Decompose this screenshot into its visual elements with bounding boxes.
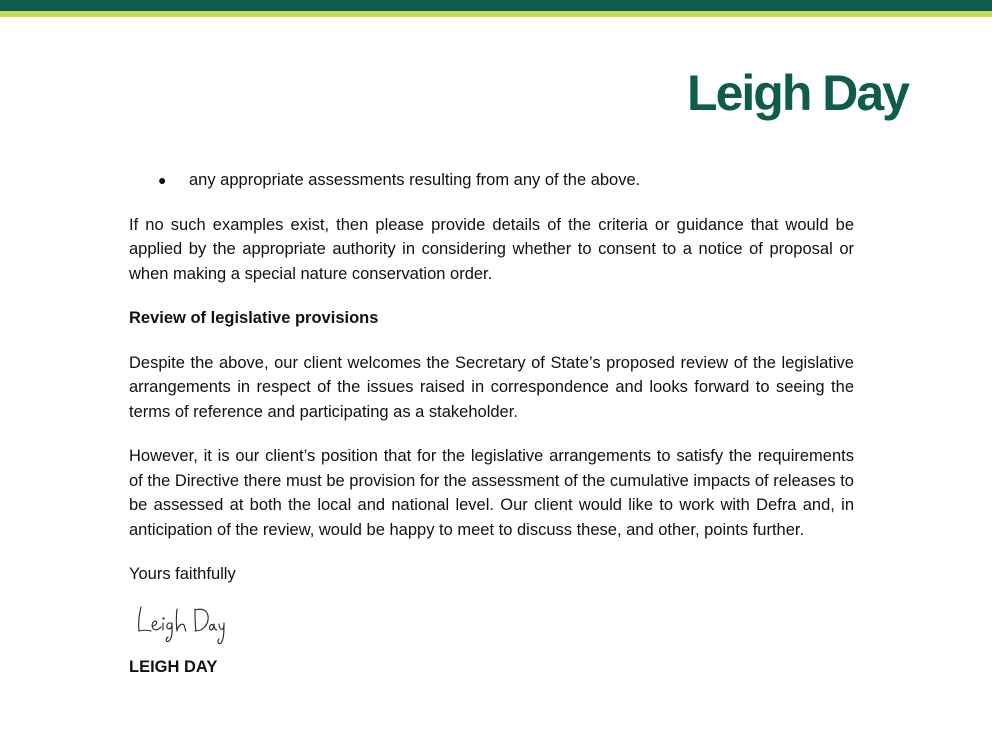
header-accent-stripe — [0, 11, 992, 17]
bullet-item-text: any appropriate assessments resulting from any of the above. — [189, 171, 641, 189]
paragraph-review: Despite the above, our client welcomes the Secretary of State’s proposed review of the legislative arrangements in respect of the issues raised in correspondence and looks forward to seeing the terms of reference and participating as a stakeholder. — [129, 353, 854, 421]
bullet-dot-icon: ● — [158, 172, 167, 188]
brand-logo: Leigh Day — [687, 65, 908, 121]
handwritten-signature — [133, 601, 233, 647]
closing-salutation: Yours faithfully — [129, 565, 236, 583]
bullet-item — [158, 168, 854, 193]
paragraph-criteria: If no such examples exist, then please provide details of the criteria or guidance that would be applied by the appropriate authority in considering whether to consent to a notice of proposal or when making a special nature conservation order. — [129, 215, 854, 283]
paragraph-position: However, it is our client’s position that for the legislative arrangements to satisfy the requirements of the Directive there must be provision for the assessment of the cumulative impacts of releases to be assessed at both the local and national level. Our client would like to work with Defra and, in anticipation of the review, would be happy to meet to discuss these, and other, points further. — [129, 447, 854, 539]
header-band — [0, 0, 992, 11]
letter-body — [129, 168, 854, 679]
signer-name: LEIGH DAY — [129, 657, 218, 676]
section-heading: Review of legislative provisions — [129, 309, 379, 327]
